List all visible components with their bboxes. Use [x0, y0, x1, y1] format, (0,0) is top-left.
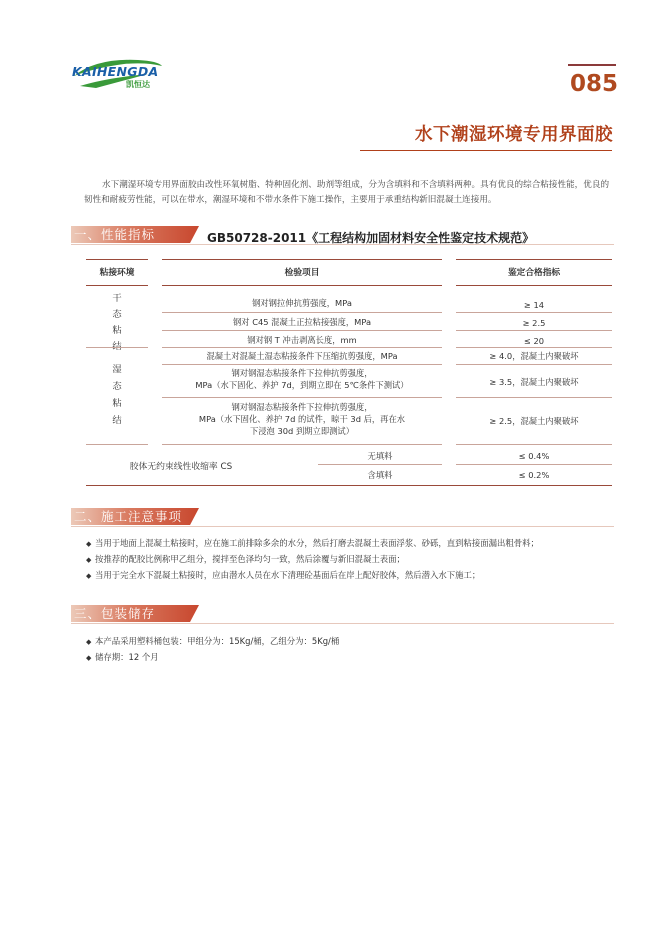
header-item: 检验项目 [284, 268, 320, 278]
row-value: ≥ 2.5，混凝土内聚破坏 [489, 416, 579, 426]
logo-chinese: 凯恒达 [126, 80, 150, 89]
header-criteria: 鉴定合格指标 [507, 268, 561, 278]
row-rule [456, 347, 612, 348]
row-rule [456, 364, 612, 365]
page-number: 085 [569, 71, 618, 97]
section-rule [71, 623, 614, 624]
row-rule [162, 397, 442, 398]
row-rule [456, 444, 612, 445]
row-value: ≤ 20 [523, 336, 545, 346]
section-label-packaging: 三、包装储存 [74, 606, 156, 621]
env-char: 态 [112, 309, 122, 320]
shrink-value: ≤ 0.4% [518, 451, 550, 461]
row-value: ≥ 4.0，混凝土内聚破坏 [489, 351, 579, 361]
row-rule [162, 364, 442, 365]
list-item-text: 当用于地面上混凝土粘接时，应在施工前排除多余的水分，然后打磨去混凝土表面浮浆、砂砾，直到粘接面漏出粗骨料； [95, 538, 539, 548]
diamond-bullet-icon: ◆ [86, 540, 92, 548]
env-char: 干 [112, 293, 122, 304]
list-item-text: 当用于完全水下混凝土粘接时，应由潜水人员在水下清理砼基面后在岸上配好胶体，然后潜入水下施工； [95, 570, 481, 580]
row-item-line: MPa（水下固化、养护 7d 的试件，晾干 3d 后，再在水 [198, 414, 406, 424]
list-item [86, 650, 339, 666]
row-item-line: 下浸泡 30d 到期立即测试） [249, 426, 355, 436]
row-value: ≥ 2.5 [522, 318, 546, 328]
env-wet [107, 361, 127, 429]
row-rule [162, 347, 442, 348]
list-item [86, 536, 539, 552]
row-rule [86, 444, 148, 445]
env-char: 湿 [112, 364, 122, 375]
header-bottom-rule [86, 285, 148, 286]
row-rule [456, 397, 612, 398]
row-rule [162, 330, 442, 331]
row-rule [162, 444, 442, 445]
row-item: 混凝土对混凝土湿态粘接条件下压缩抗剪强度，MPa [206, 351, 398, 361]
row-rule [318, 464, 442, 465]
row-rule [86, 347, 148, 348]
shrink-value: ≤ 0.2% [518, 470, 550, 480]
env-char: 结 [112, 415, 122, 426]
header-bottom-rule [162, 285, 442, 286]
list-item [86, 552, 539, 568]
intro-paragraph: 水下潮湿环境专用界面胶由改性环氧树脂、特种固化剂、助剂等组成，分为含填料和不含填料两种。具有优良的综合粘接性能，优良的韧性和耐疲劳性能，可以在带水，潮湿环境和不带水条件下施工操作，主要用于承重结构新旧混凝土连接用。 [84, 180, 610, 205]
diamond-bullet-icon: ◆ [86, 572, 92, 580]
row-item-line: MPa（水下固化、养护 7d，到期立即在 5℃条件下测试） [195, 380, 409, 390]
row-item-line: 钢对钢湿态粘接条件下拉伸抗剪强度， [231, 402, 373, 412]
diamond-bullet-icon: ◆ [86, 638, 92, 646]
row-rule [456, 312, 612, 313]
row-item-multiline [162, 401, 442, 437]
env-char: 态 [112, 381, 122, 392]
logo-wordmark: KAIHENGDA [72, 64, 159, 79]
diamond-bullet-icon: ◆ [86, 654, 92, 662]
header-env: 粘接环境 [99, 268, 135, 278]
list-item-text: 本产品采用塑料桶包装：甲组分为：15Kg/桶，乙组分为：5Kg/桶 [95, 636, 340, 646]
table-bottom-rule [86, 485, 612, 486]
shrink-type: 无填料 [367, 451, 393, 461]
row-item: 钢对钢拉伸抗剪强度，MPa [252, 298, 352, 308]
page-title: 水下潮湿环境专用界面胶 [415, 125, 613, 145]
list-item [86, 568, 539, 584]
page-number-rule [568, 64, 616, 66]
table-top-rule [162, 259, 442, 260]
table-top-rule [456, 259, 612, 260]
row-item-line: 钢对钢湿态粘接条件下拉伸抗剪强度， [231, 368, 373, 378]
row-value: ≥ 3.5，混凝土内聚破坏 [489, 377, 579, 387]
packaging-notes [86, 634, 339, 666]
list-item-text: 按推荐的配胶比例称甲乙组分，搅拌至色泽均匀一致，然后涂覆与新旧混凝土表面； [95, 554, 405, 564]
env-dry [107, 291, 127, 355]
env-char: 粘 [112, 398, 122, 409]
section-rule [71, 526, 614, 527]
section-label-construction: 二、施工注意事项 [74, 509, 183, 524]
title-underline [360, 150, 612, 151]
section-label-performance: 一、性能指标 [74, 227, 156, 242]
table-top-rule [86, 259, 148, 260]
row-item-multiline [162, 367, 442, 391]
shrink-type: 含填料 [367, 470, 393, 480]
list-item-text: 储存期：12 个月 [95, 652, 159, 662]
construction-notes [86, 536, 539, 584]
standard-title: GB50728-2011《工程结构加固材料安全性鉴定技术规范》 [207, 231, 535, 245]
row-value: ≥ 14 [523, 300, 545, 310]
row-rule [456, 464, 612, 465]
env-char: 粘 [112, 325, 122, 336]
row-item: 钢对钢 T 冲击剥离长度，mm [247, 335, 357, 345]
row-rule [162, 312, 442, 313]
row-rule [456, 330, 612, 331]
row-item: 钢对 C45 混凝土正拉粘接强度，MPa [232, 317, 372, 327]
shrink-label: 胶体无约束线性收缩率 CS [129, 462, 233, 472]
header-bottom-rule [456, 285, 612, 286]
list-item [86, 634, 339, 650]
diamond-bullet-icon: ◆ [86, 556, 92, 564]
